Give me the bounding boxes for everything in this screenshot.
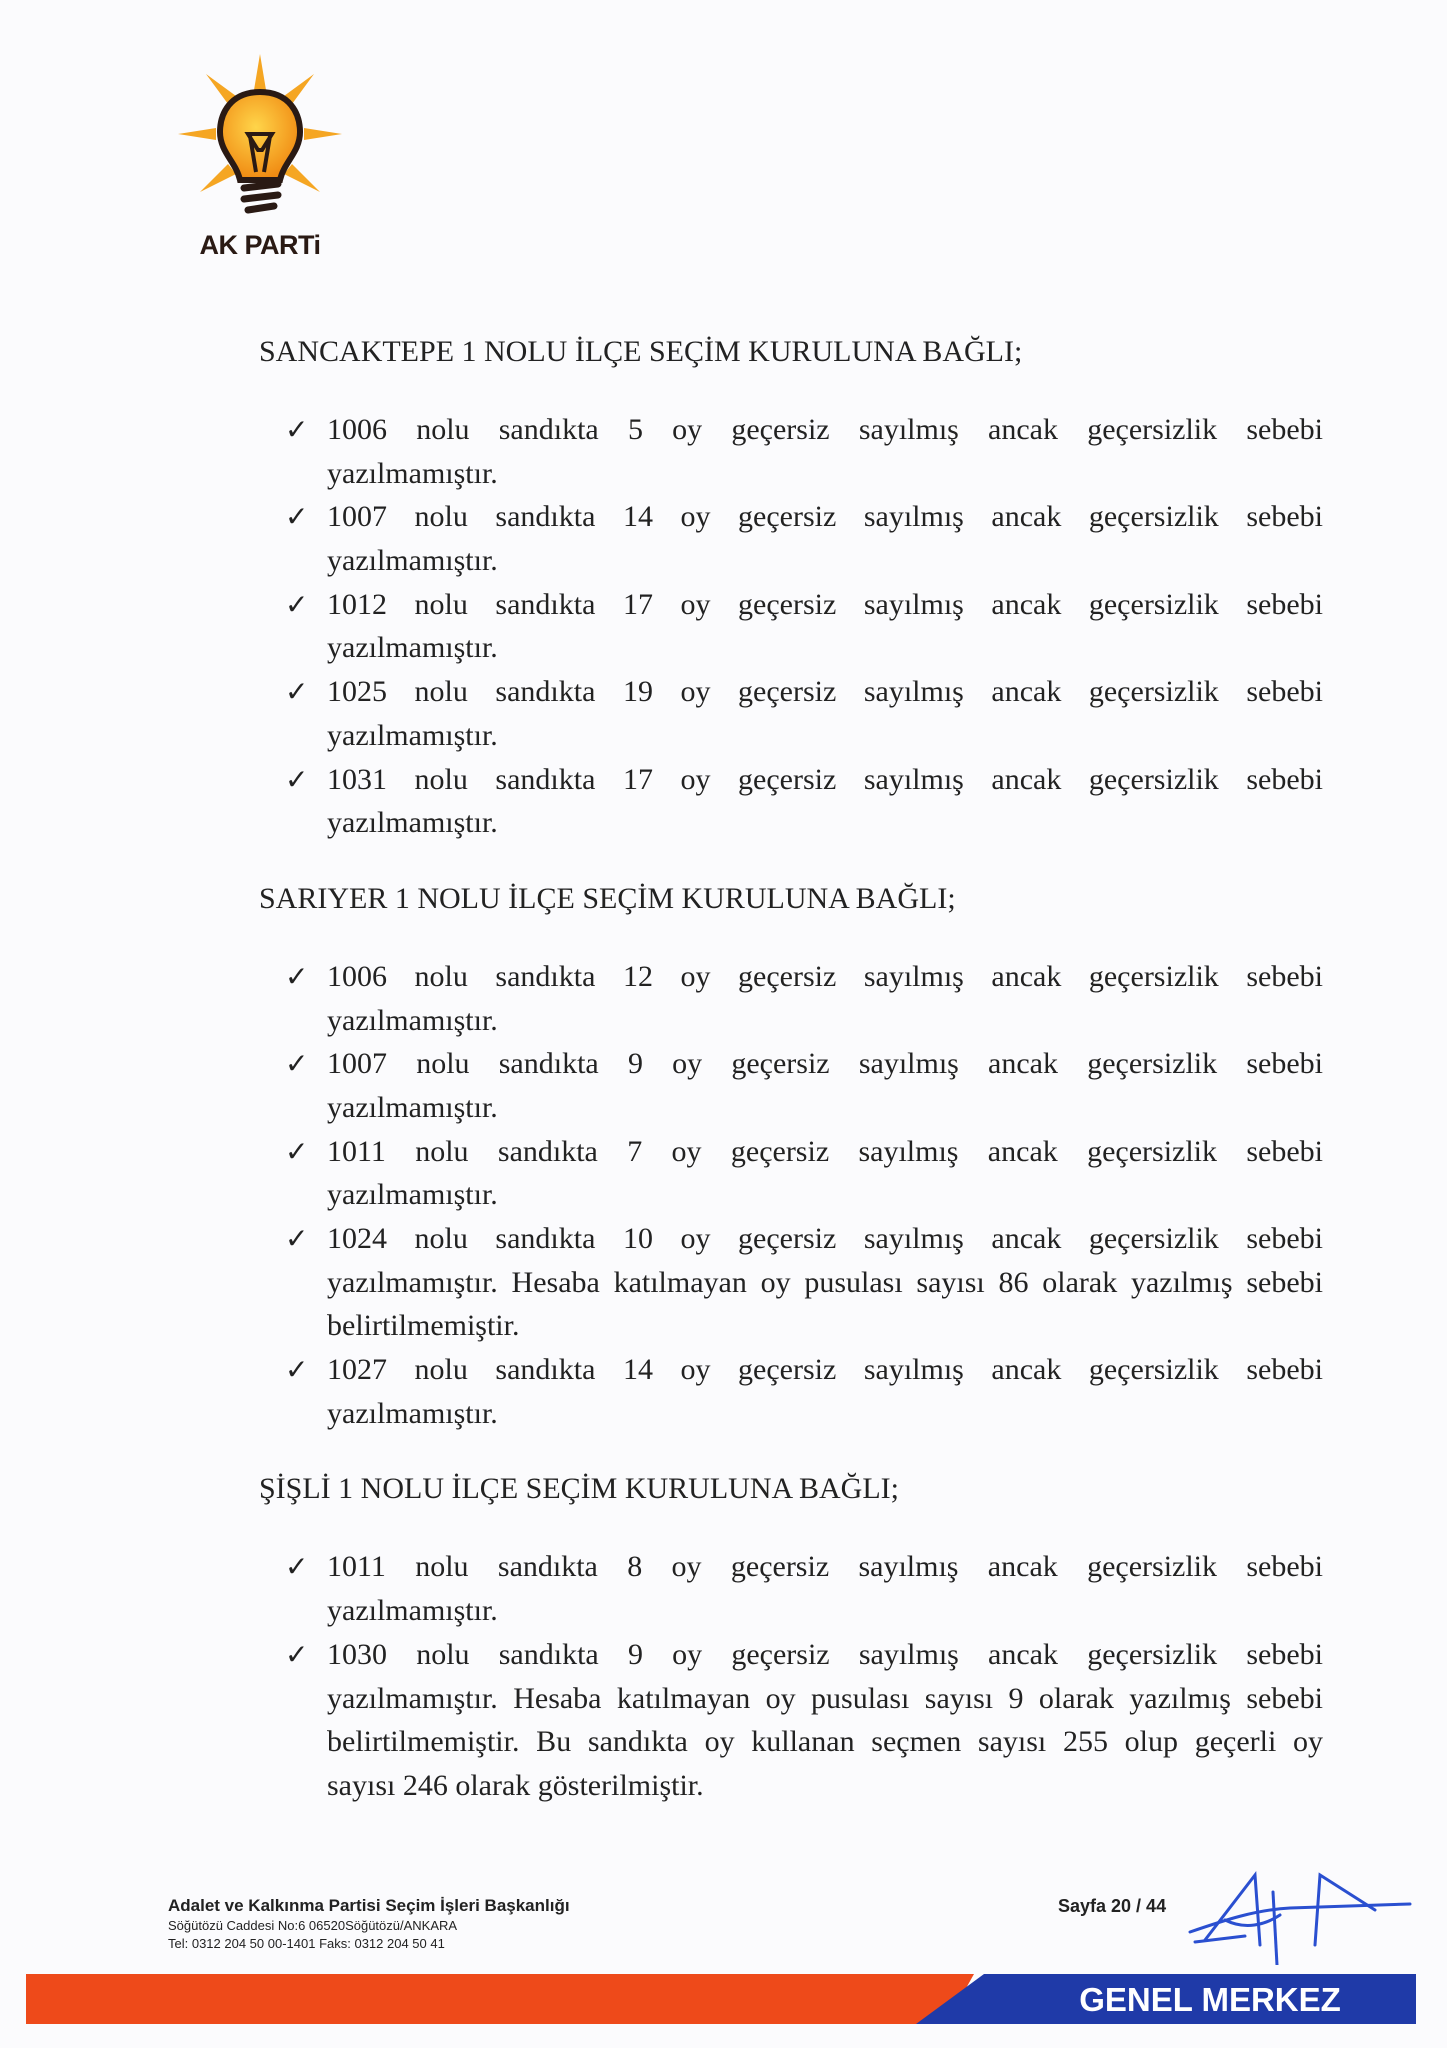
item-text-line: 1007 nolu sandıkta 14 oy geçersiz sayılmış ancak geçersizlik sebebi (327, 500, 1323, 534)
item-text-line: 1006 nolu sandıkta 12 oy geçersiz sayılmış ancak geçersizlik sebebi (327, 959, 1323, 993)
list-item (259, 583, 1323, 670)
list-item (259, 408, 1323, 495)
item-text-line: yazılmamıştır. (327, 1594, 498, 1628)
list-item (259, 1217, 1323, 1348)
checkmark-icon: ✓ (285, 762, 309, 796)
checkmark-icon: ✓ (285, 1550, 309, 1584)
checkmark-icon: ✓ (285, 1222, 309, 1255)
item-text-line: yazılmamıştır. (327, 1396, 498, 1430)
section (259, 877, 1323, 1436)
list-item (259, 670, 1323, 757)
item-text-line: 1025 nolu sandıkta 19 oy geçersiz sayılmış ancak geçersizlik sebebi (327, 675, 1323, 709)
list-item (259, 758, 1323, 845)
section (259, 1467, 1323, 1807)
item-text-line: 1030 nolu sandıkta 9 oy geçersiz sayılmış ancak geçersizlik sebebi (327, 1637, 1323, 1671)
item-text-line: yazılmamıştır. Hesaba katılmayan oy pusulası sayısı 9 olarak yazılmış sebebi (327, 1681, 1323, 1715)
checkmark-icon: ✓ (285, 500, 309, 534)
section-heading: SARIYER 1 NOLU İLÇE SEÇİM KURULUNA BAĞLI; (259, 881, 956, 915)
footer-phone: Tel: 0312 204 50 00-1401 Faks: 0312 204 50 41 (168, 1936, 445, 1951)
item-text-line: 1027 nolu sandıkta 14 oy geçersiz sayılmış ancak geçersizlik sebebi (327, 1353, 1323, 1387)
checkmark-icon: ✓ (285, 675, 309, 709)
item-text-line: yazılmamıştır. Hesaba katılmayan oy pusulası sayısı 86 olarak yazılmış sebebi (327, 1265, 1323, 1299)
item-text-line: yazılmamıştır. (327, 631, 498, 665)
item-text-line: 1006 nolu sandıkta 5 oy geçersiz sayılmış ancak geçersizlik sebebi (327, 413, 1323, 446)
lightbulb-logo-icon (170, 52, 350, 232)
list-item (259, 955, 1323, 1042)
section (259, 330, 1323, 845)
item-text-line: sayısı 246 olarak gösterilmiştir. (327, 1768, 704, 1802)
item-text-line: yazılmamıştır. (327, 544, 498, 578)
checkmark-icon: ✓ (285, 1134, 309, 1168)
list-item (259, 495, 1323, 582)
item-text-line: yazılmamıştır. (327, 718, 498, 752)
item-text-line: belirtilmemiştir. (327, 1309, 520, 1343)
section-heading: ŞİŞLİ 1 NOLU İLÇE SEÇİM KURULUNA BAĞLI; (259, 1472, 899, 1506)
item-text-line: belirtilmemiştir. Bu sandıkta oy kullanan seçmen sayısı 255 olup geçerli oy (327, 1725, 1323, 1759)
checkmark-icon: ✓ (285, 1353, 309, 1387)
item-text-line: 1024 nolu sandıkta 10 oy geçersiz sayılmış ancak geçersizlik sebebi (327, 1222, 1323, 1255)
list-item (259, 1042, 1323, 1129)
ak-parti-logo (170, 52, 350, 267)
checkmark-icon: ✓ (285, 587, 309, 621)
footer-address: Söğütözü Caddesi No:6 06520Söğütözü/ANKARA (168, 1918, 458, 1933)
section-heading: SANCAKTEPE 1 NOLU İLÇE SEÇİM KURULUNA BAĞLI; (259, 335, 1023, 368)
item-text-line: 1031 nolu sandıkta 17 oy geçersiz sayılmış ancak geçersizlik sebebi (327, 762, 1323, 796)
genel-merkez-label: GENEL MERKEZ (1079, 1981, 1341, 2018)
signature-icon (1185, 1870, 1420, 1965)
item-text-line: 1012 nolu sandıkta 17 oy geçersiz sayılmış ancak geçersizlik sebebi (327, 587, 1323, 621)
list-item (259, 1130, 1323, 1217)
list-item (259, 1545, 1323, 1632)
item-text-line: yazılmamıştır. (327, 806, 498, 840)
footer-contact (168, 1895, 570, 1953)
item-text-line: yazılmamıştır. (327, 1003, 498, 1037)
checkmark-icon: ✓ (285, 1637, 309, 1671)
logo-text: AK PARTi (199, 230, 321, 260)
item-text-line: 1011 nolu sandıkta 7 oy geçersiz sayılmış ancak geçersizlik sebebi (327, 1134, 1323, 1168)
page-number: Sayfa 20 / 44 (1058, 1896, 1167, 1916)
item-text-line: 1011 nolu sandıkta 8 oy geçersiz sayılmış ancak geçersizlik sebebi (327, 1550, 1323, 1584)
checkmark-icon: ✓ (285, 959, 309, 993)
item-text-line: yazılmamıştır. (327, 1090, 498, 1124)
list-item (259, 1348, 1323, 1435)
footer-org: Adalet ve Kalkınma Partisi Seçim İşleri Başkanlığı (168, 1896, 570, 1915)
item-text-line: yazılmamıştır. (327, 1178, 498, 1212)
checkmark-icon: ✓ (285, 1047, 309, 1081)
document-body (259, 330, 1323, 1840)
list-item (259, 1633, 1323, 1808)
orange-band (26, 1974, 974, 2024)
item-text-line: yazılmamıştır. (327, 456, 498, 490)
checkmark-icon: ✓ (285, 413, 309, 446)
item-text-line: 1007 nolu sandıkta 9 oy geçersiz sayılmış ancak geçersizlik sebebi (327, 1047, 1323, 1081)
